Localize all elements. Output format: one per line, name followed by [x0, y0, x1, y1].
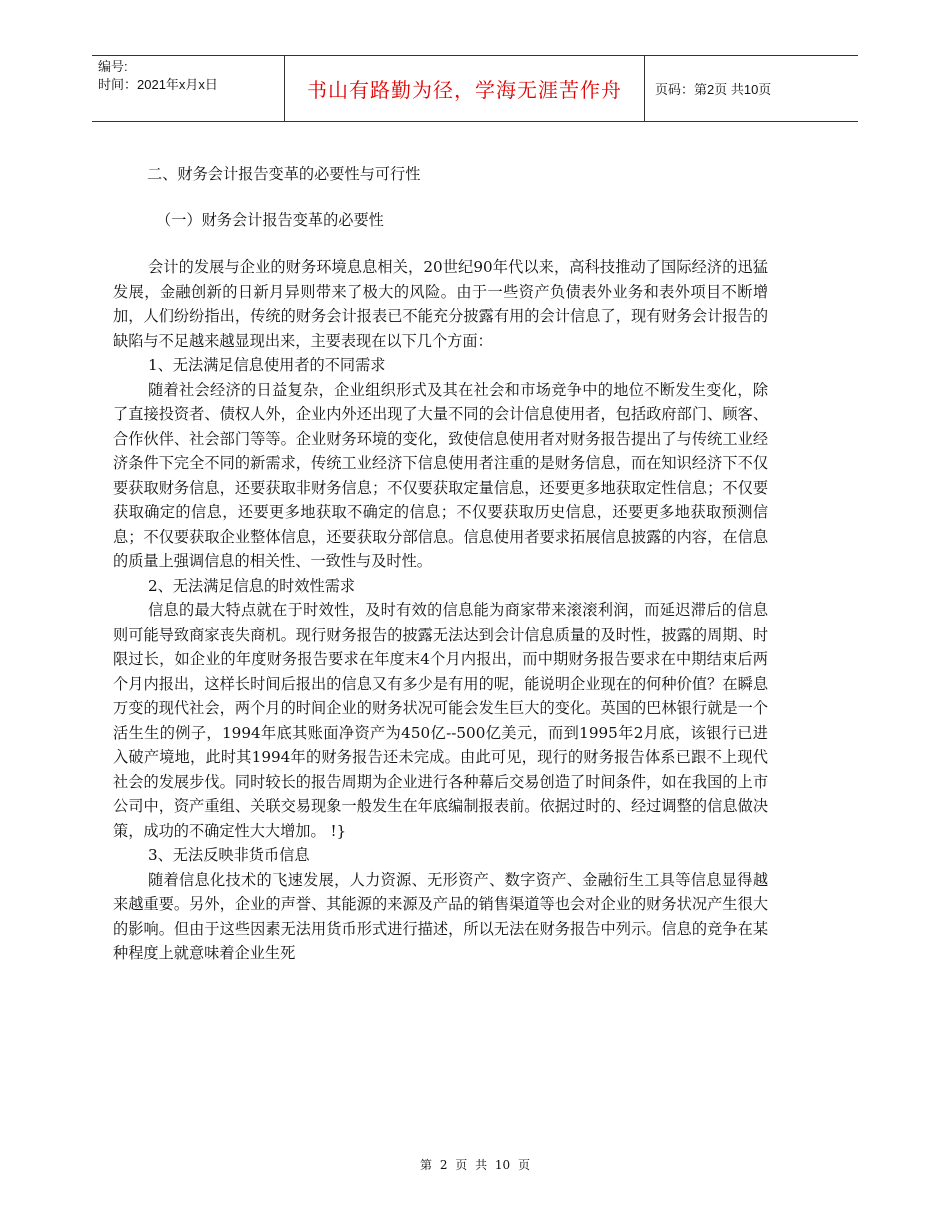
point-heading-3: 3、无法反映非货币信息 [148, 846, 310, 864]
point-heading-1: 1、无法满足信息使用者的不同需求 [148, 356, 386, 374]
point-heading-2: 2、无法满足信息的时效性需求 [148, 576, 356, 595]
paragraph-point-2: 信息的最大特点就在于时效性，及时有效的信息能为商家带来滚滚利润，而延迟滞后的信息则可能导致商家丧失商机。现行财务报告的披露无法达到会计信息质量的及时性，披露的周期、时限过长，如企业的年度财务报告要求在年度末4个月内报出，而中期财务报告要求在中期结束后两个月内报出，这样长时间后报出的信息又有多少是有用的呢，能说明企业现在的何种价值？在瞬息万变的现代社会，两个月的时间企业的财务状况可能会发生巨大的变化。英国的巴林银行就是一个活生生的例子，1994年底其账面净资产为450亿--500亿美元，而到1995年2月底，该银行已进入破产境地，此时其1994年的财务报告还未完成。由此可见，现行的财务报告体系已跟不上现代社会的发展步伐。同时较长的报告周期为企业进行各种幕后交易创造了时间条件，如在我国的上市公司中，资产重组、关联交易现象一般发生在年底编制报表前。依据过时的、经过调整的信息做决策，成功的不确定性大大增加。 !} [113, 601, 768, 840]
paragraph-point-3: 随着信息化技术的飞速发展，人力资源、无形资产、数字资产、金融衍生工具等信息显得越来越重要。另外，企业的声誉、其能源的来源及产品的销售渠道等也会对企业的财务状况产生很大的影响。但由于这些因素无法用货币形式进行描述，所以无法在财务报告中列示。信息的竞争在某种程度上就意味着企业生死 [113, 870, 768, 962]
header-page-info: 页码：第2页 共10页 [655, 82, 772, 97]
body-text [113, 255, 768, 966]
paragraph-point-1: 随着社会经济的日益复杂，企业组织形式及其在社会和市场竞争中的地位不断发生变化，除了直接投资者、债权人外，企业内外还出现了大量不同的会计信息使用者，包括政府部门、顾客、合作伙伴、社会部门等等。企业财务环境的变化，致使信息使用者对财务报告提出了与传统工业经济条件下完全不同的新需求，传统工业经济下信息使用者注重的是财务信息，而在知识经济下不仅要获取财务信息，还要获取非财务信息；不仅要获取定量信息，还要更多地获取定性信息；不仅要获取确定的信息，还要更多地获取不确定的信息；不仅要获取历史信息，还要更多地获取预测信息；不仅要获取企业整体信息，还要获取分部信息。信息使用者要求拓展信息披露的内容，在信息的质量上强调信息的相关性、一致性与及时性。 [113, 380, 768, 570]
page-header [92, 55, 858, 122]
header-meta [92, 56, 284, 121]
page-footer: 第 2 页 共 10 页 [420, 1158, 530, 1172]
date-label: 时间：2021年x月x日 [98, 77, 218, 92]
serial-number-label: 编号: [98, 59, 128, 74]
paragraph-intro: 会计的发展与企业的财务环境息息相关，20世纪90年代以来，高科技推动了国际经济的迅猛发展，金融创新的日新月异则带来了极大的风险。由于一些资产负债表外业务和表外项目不断增加，人们纷纷指出，传统的财务会计报表已不能充分披露有用的会计信息了，现有财务会计报告的缺陷与不足越来越显现出来，主要表现在以下几个方面： [113, 258, 768, 350]
subsection-heading: （一）财务会计报告变革的必要性 [156, 211, 384, 229]
header-motto: 书山有路勤为径，学海无涯苦作舟 [284, 56, 645, 121]
section-heading: 二、财务会计报告变革的必要性与可行性 [147, 165, 421, 183]
